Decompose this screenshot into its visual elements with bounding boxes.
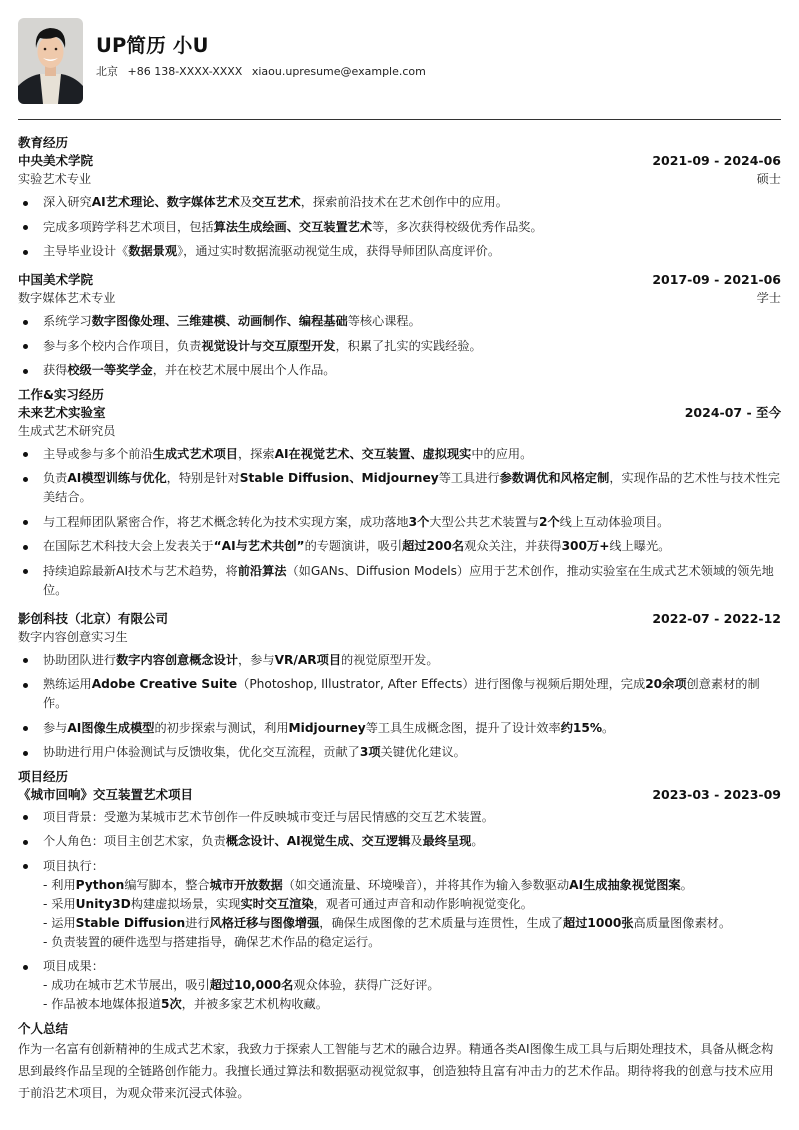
- list-item: 协助团队进行数字内容创意概念设计，参与VR/AR项目的视觉原型开发。: [18, 651, 781, 670]
- degree: 学士: [756, 291, 781, 305]
- list-item: 在国际艺术科技大会上发表关于“AI与艺术共创”的专题演讲，吸引超过200名观众关注，并获得300万+线上曝光。: [18, 537, 781, 556]
- entry-subheader: [18, 170, 781, 189]
- identity-block: [96, 33, 432, 81]
- bullet-list: [18, 193, 781, 261]
- major: 实验艺术专业: [18, 172, 92, 186]
- project-entry: [18, 786, 781, 1015]
- entry-dates: 2022-07 - 2022-12: [652, 610, 781, 626]
- degree: 硕士: [756, 172, 781, 186]
- bullet-line: - 采用Unity3D构建虚拟场景，实现实时交互渲染，观者可通过声音和动作影响视觉变化。: [43, 896, 533, 911]
- list-item: [18, 957, 781, 1014]
- summary-text: 作为一名富有创新精神的生成式艺术家，我致力于探索人工智能与艺术的融合边界。精通各类AI图像生成工具与后期处理技术，具备从概念构思到最终作品呈现的全链路创作能力。我擅长通过算法和数据驱动视觉叙事，创造独特且富有冲击力的艺术作品。期待将我的创意与技术应用于前沿艺术项目，为观众带来沉浸式体验。: [18, 1041, 774, 1100]
- work-section: [18, 386, 781, 763]
- entry-dates: 2021-09 - 2024-06: [652, 153, 781, 168]
- bullet-line: - 成功在城市艺术节展出，吸引超过10,000名观众体验，获得广泛好评。: [43, 978, 440, 992]
- bullet-line: 项目执行：: [43, 858, 104, 873]
- list-item: 与工程师团队紧密合作，将艺术概念转化为技术实现方案，成功落地3个大型公共艺术装置与2个线上互动体验项目。: [18, 513, 781, 532]
- list-item: 参与多个校内合作项目，负责视觉设计与交互原型开发，积累了扎实的实践经验。: [18, 337, 781, 356]
- company-name: 未来艺术实验室: [18, 404, 106, 420]
- list-item: [18, 832, 781, 851]
- section-title-education: 教育经历: [18, 135, 69, 150]
- email: xiaou.upresume@example.com: [251, 64, 426, 78]
- entry-subheader: [18, 628, 781, 647]
- contact-line: [96, 64, 432, 81]
- job-role: 数字内容创意实习生: [18, 629, 128, 644]
- avatar-photo-icon: [18, 18, 83, 104]
- list-item: 持续追踪最新AI技术与艺术趋势，将前沿算法（如GANs、Diffusion Models）应用于艺术创作，推动实验室在生成式艺术领域的领先地位。: [18, 562, 781, 600]
- entry-header: [18, 786, 781, 804]
- resume-header: [18, 0, 781, 120]
- company-name: 影创科技（北京）有限公司: [18, 610, 169, 626]
- entry-header: [18, 152, 781, 170]
- entry-dates: 2017-09 - 2021-06: [652, 272, 781, 287]
- bullet-list: [18, 445, 781, 600]
- entry-dates: 2023-03 - 2023-09: [652, 786, 781, 802]
- list-item: [18, 808, 781, 827]
- bullet-line: 个人角色：项目主创艺术家，负责概念设计、AI视觉生成、交互逻辑及最终呈现。: [43, 834, 484, 848]
- list-item: 协助进行用户体验测试与反馈收集，优化交互流程，贡献了3项关键优化建议。: [18, 743, 781, 762]
- list-item: 系统学习数字图像处理、三维建模、动画制作、编程基础等核心课程。: [18, 312, 781, 331]
- entry-header: [18, 271, 781, 289]
- list-item: [18, 857, 781, 952]
- candidate-name: UP简历 小U: [96, 33, 209, 57]
- entry-header: [18, 610, 781, 628]
- school-name: 中国美术学院: [18, 272, 94, 287]
- bullet-line: - 利用Python编写脚本，整合城市开放数据（如交通流量、环境噪音），并将其作为输入参数驱动AI生成抽象视觉图案。: [43, 877, 693, 892]
- avatar: [18, 18, 83, 104]
- list-item: 深入研究AI艺术理论、数字媒体艺术及交互艺术，探索前沿技术在艺术创作中的应用。: [18, 193, 781, 212]
- section-title-projects: 项目经历: [18, 768, 69, 784]
- entry-header: [18, 404, 781, 422]
- summary-section: [18, 1020, 781, 1104]
- entry-subheader: [18, 422, 781, 441]
- bullet-list: [18, 651, 781, 763]
- education-section: [18, 134, 781, 380]
- list-item: 主导毕业设计《数据景观》，通过实时数据流驱动视觉生成，获得导师团队高度评价。: [18, 242, 781, 261]
- bullet-list: [18, 312, 781, 380]
- location: 北京: [96, 64, 118, 78]
- school-name: 中央美术学院: [18, 153, 94, 168]
- bullet-line: 项目背景：受邀为某城市艺术节创作一件反映城市变迁与居民情感的交互艺术装置。: [43, 809, 494, 824]
- bullet-line: - 运用Stable Diffusion进行风格迁移与图像增强，确保生成图像的艺术质量与连贯性，生成了超过1000张高质量图像素材。: [43, 915, 732, 930]
- list-item: 主导或参与多个前沿生成式艺术项目，探索AI在视觉艺术、交互装置、虚拟现实中的应用。: [18, 445, 781, 464]
- entry-subheader: [18, 289, 781, 308]
- bullet-line: - 作品被本地媒体报道5次，并被多家艺术机构收藏。: [43, 997, 328, 1011]
- list-item: 参与AI图像生成模型的初步探索与测试，利用Midjourney等工具生成概念图，提升了设计效率约15%。: [18, 719, 781, 738]
- work-entry: [18, 610, 781, 763]
- education-entry: [18, 271, 781, 380]
- list-item: 负责AI模型训练与优化，特别是针对Stable Diffusion、Midjourney等工具进行参数调优和风格定制，实现作品的艺术性与技术性完美结合。: [18, 469, 781, 507]
- bullet-list: [18, 808, 781, 1015]
- projects-section: [18, 768, 781, 1015]
- job-role: 生成式艺术研究员: [18, 423, 116, 438]
- list-item: 完成多项跨学科艺术项目，包括算法生成绘画、交互装置艺术等，多次获得校级优秀作品奖。: [18, 218, 781, 237]
- education-entry: [18, 152, 781, 261]
- list-item: 获得校级一等奖学金，并在校艺术展中展出个人作品。: [18, 361, 781, 380]
- section-title-summary: 个人总结: [18, 1020, 69, 1036]
- list-item: 熟练运用Adobe Creative Suite（Photoshop, Illustrator, After Effects）进行图像与视频后期处理，完成20余项创意素材的制作。: [18, 675, 781, 713]
- bullet-line: - 负责装置的硬件选型与搭建指导，确保艺术作品的稳定运行。: [43, 934, 381, 949]
- work-entry: [18, 404, 781, 600]
- phone: +86 138-XXXX-XXXX: [127, 64, 243, 78]
- section-title-work: 工作&实习经历: [18, 386, 104, 402]
- major: 数字媒体艺术专业: [18, 291, 116, 305]
- project-name: 《城市回响》交互装置艺术项目: [18, 786, 194, 802]
- entry-dates: 2024-07 - 至今: [684, 404, 781, 420]
- bullet-line: 项目成果：: [43, 959, 104, 973]
